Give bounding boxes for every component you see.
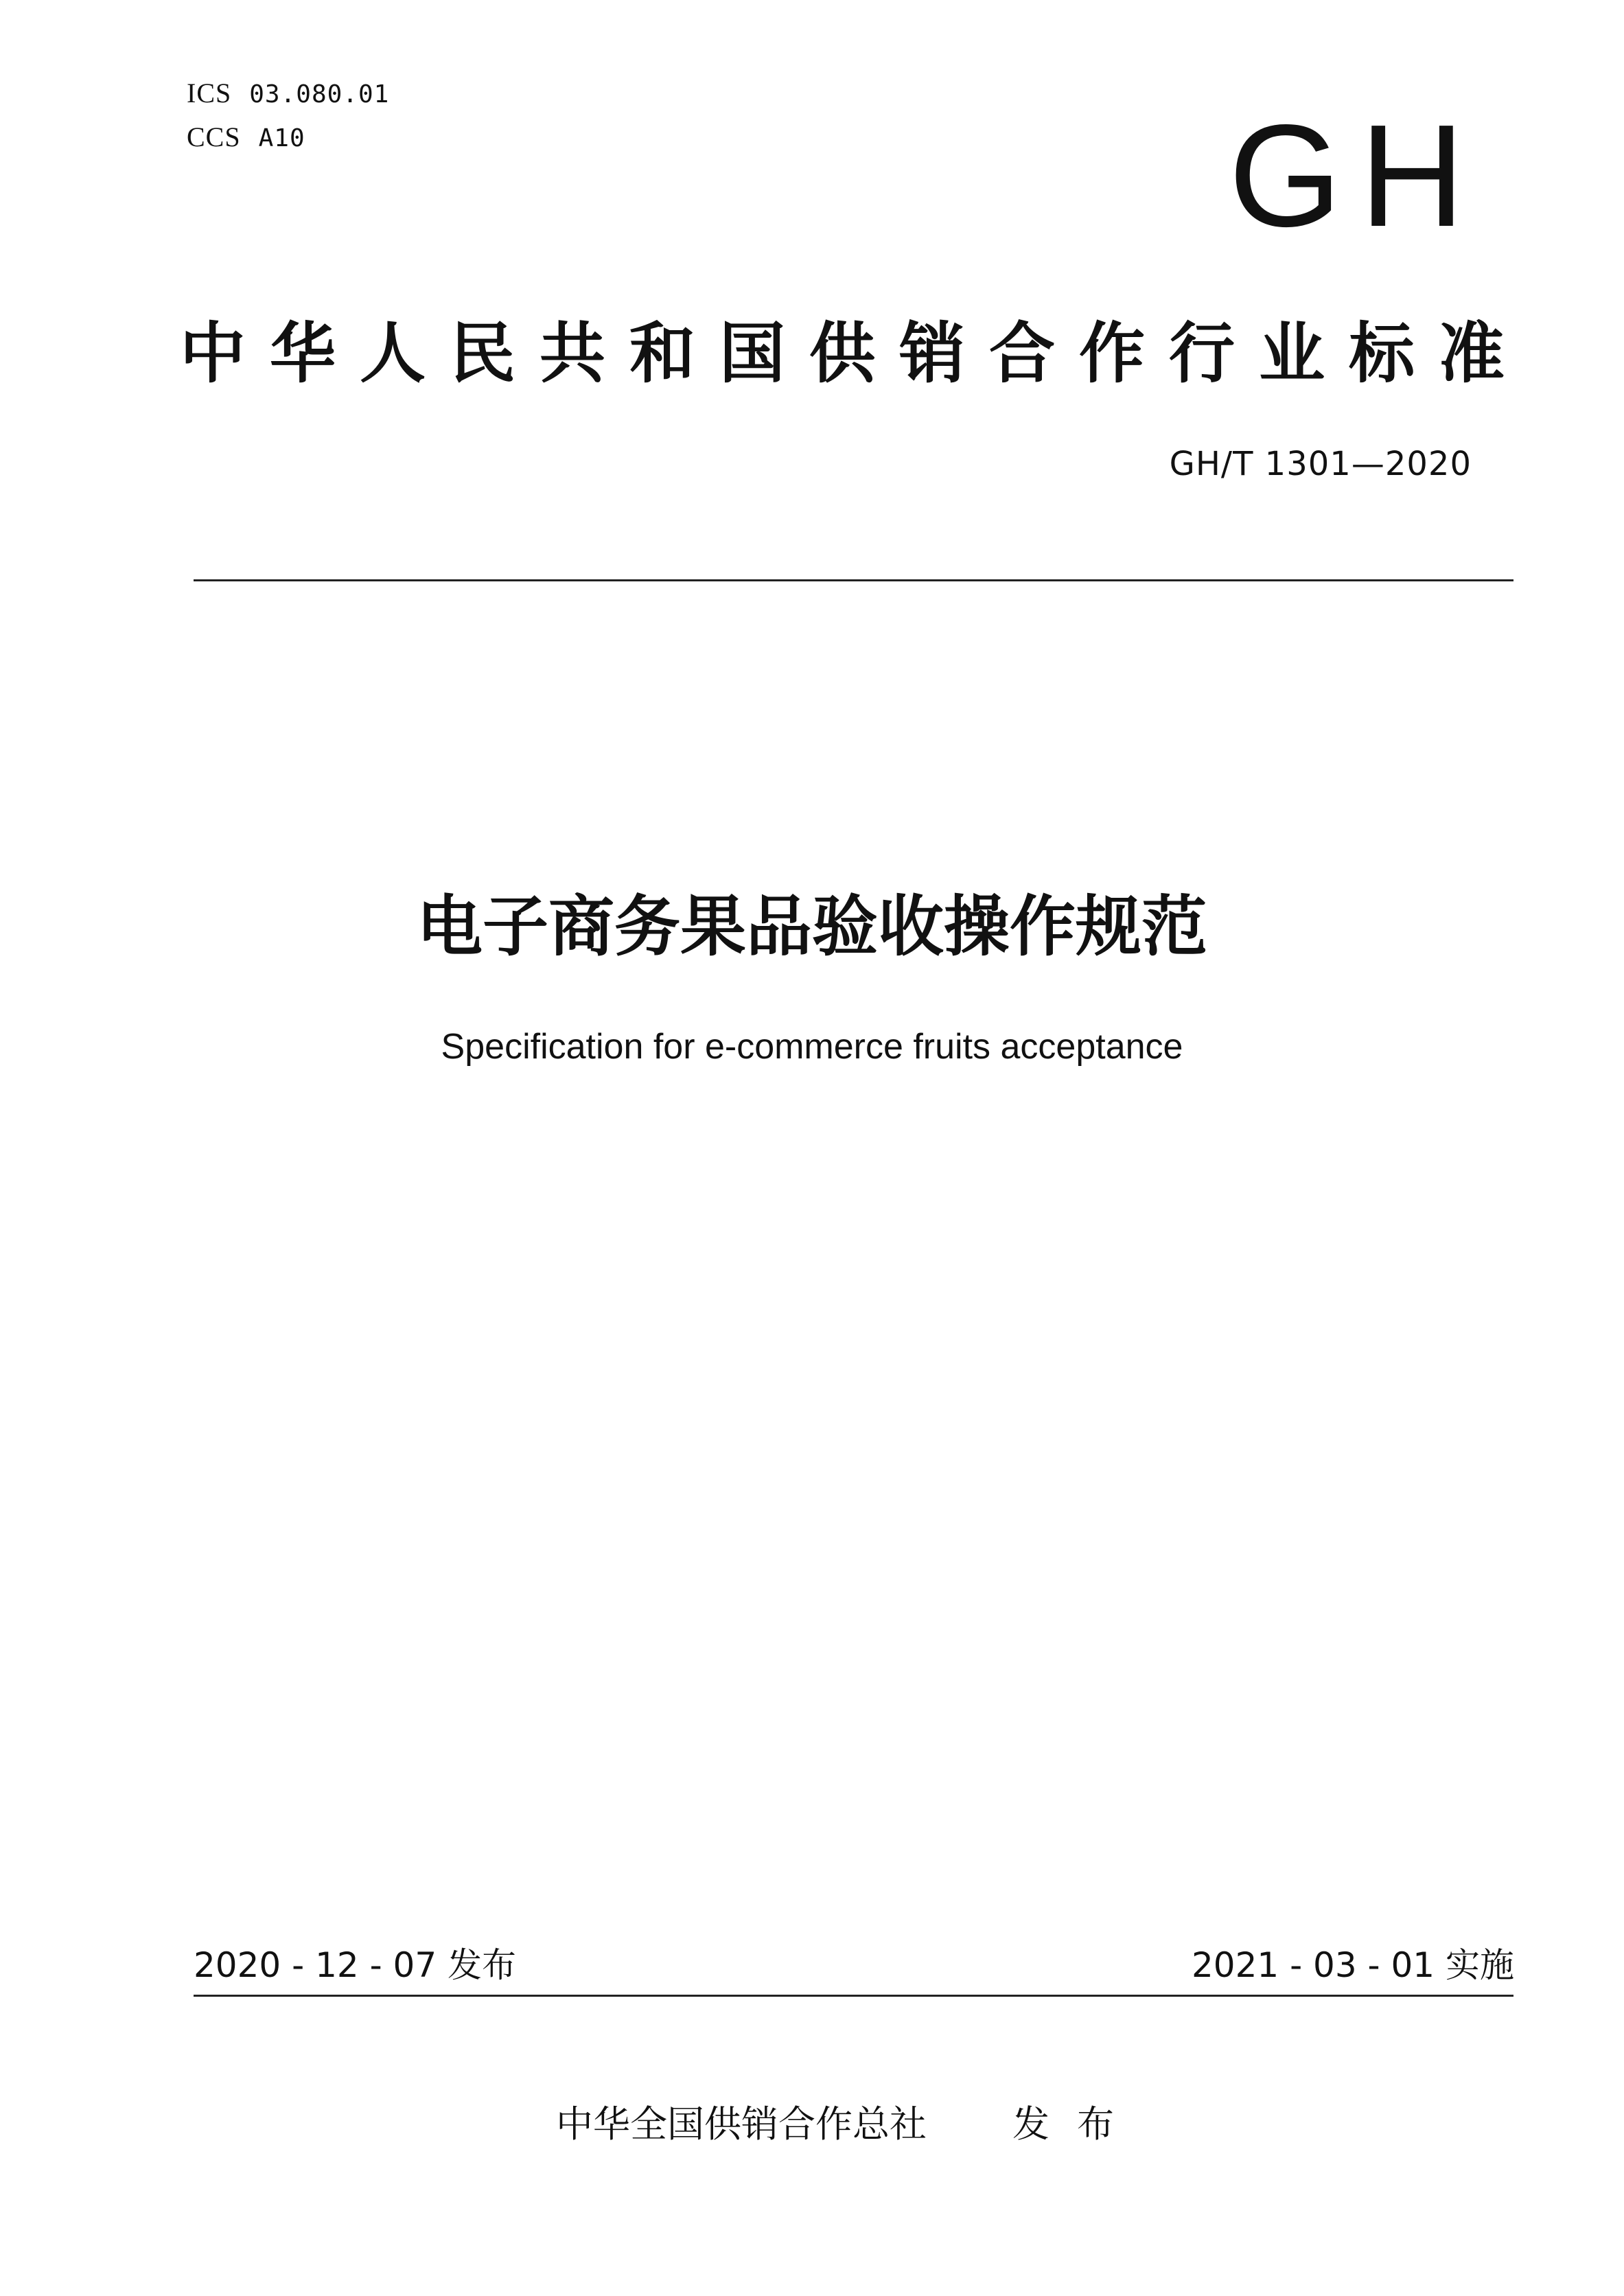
standard-number: GH/T 1301—2020 <box>1169 445 1472 483</box>
ccs-code: A10 <box>258 124 305 152</box>
ccs-label: CCS <box>187 121 241 152</box>
standard-category-heading: 中华人民共和国供销合作行业标准 <box>180 315 1505 392</box>
document-title-english: Specification for e-commerce fruits acceptance <box>441 1027 1183 1067</box>
ics-code: 03.080.01 <box>249 80 390 108</box>
document-title-chinese: 电子商务果品验收操作规范 <box>417 888 1207 965</box>
bottom-divider <box>194 1995 1513 1997</box>
ics-classification <box>187 77 389 109</box>
top-divider <box>194 579 1513 581</box>
ics-label: ICS <box>187 78 232 108</box>
issue-date: 2020 - 12 - 07 发布 <box>194 1945 517 1985</box>
gh-logo: GH <box>1229 94 1483 257</box>
implementation-date: 2021 - 03 - 01 实施 <box>1191 1945 1514 1985</box>
publisher-name: 中华全国供销合作总社 <box>556 2102 927 2146</box>
ccs-classification <box>187 121 305 153</box>
publish-label: 发布 <box>1012 2102 1141 2146</box>
